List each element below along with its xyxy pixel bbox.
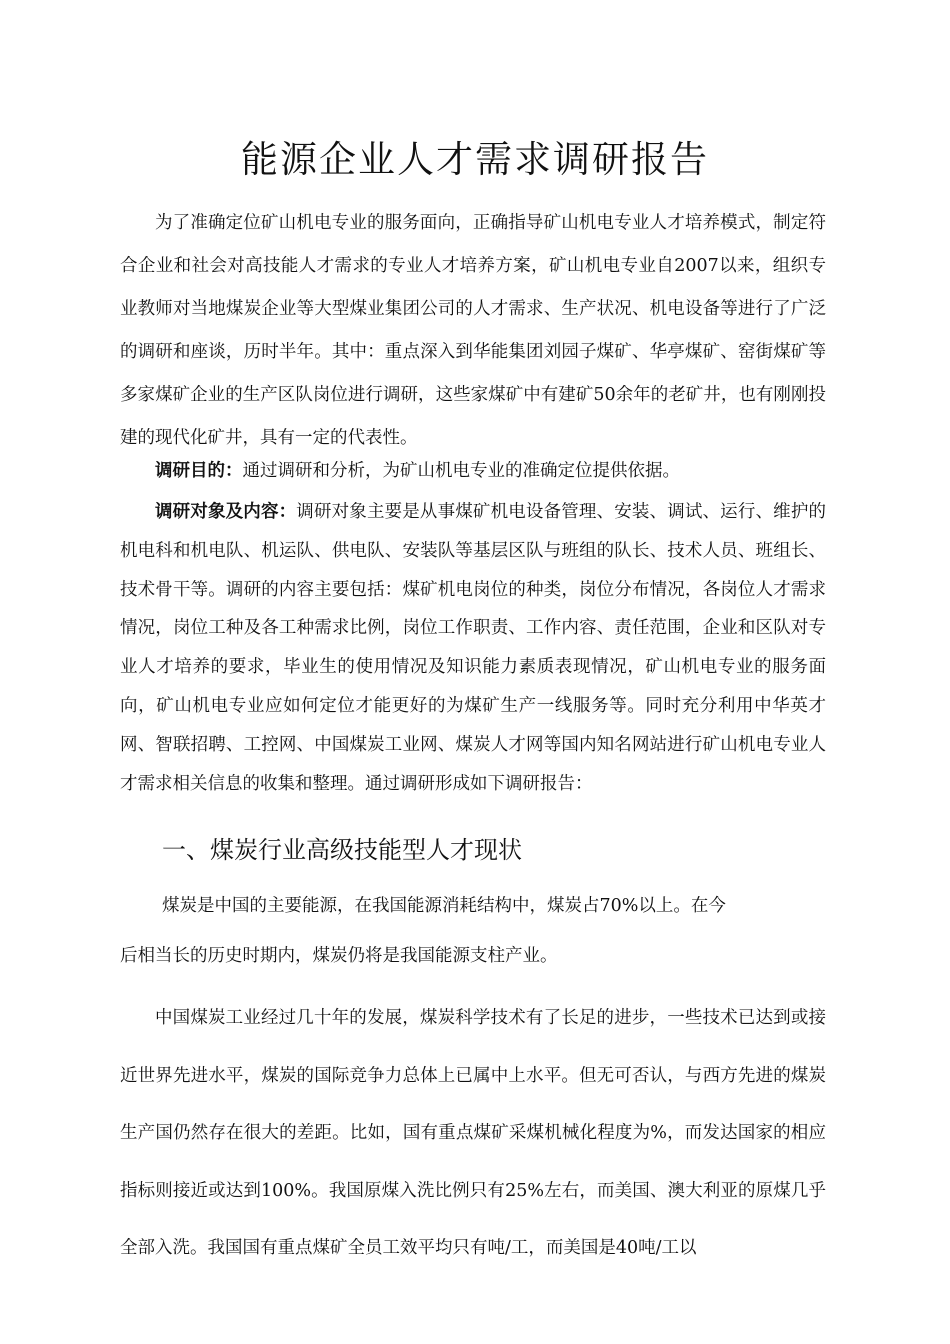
industry-paragraph: 中国煤炭工业经过几十年的发展，煤炭科学技术有了长足的进步，一些技术已达到或接近世界先进水平，煤炭的国际竞争力总体上已属中上水平。但无可否认，与西方先进的煤炭生产国仍然存在很大的差距。比如，国有重点煤矿采煤机械化程度为%，而发达国家的相应指标则接近或达到100%。我国原煤入洗比例只有25%左右，而美国、澳大利亚的原煤几乎全部入洗。我国国有重点煤矿全员工效平均只有吨/工，而美国是40吨/工以 <box>120 1008 826 1258</box>
objects-paragraph <box>120 493 826 803</box>
coal-paragraph-line-1: 煤炭是中国的主要能源，在我国能源消耗结构中，煤炭占70%以上。在今 <box>162 896 726 916</box>
coal-paragraph-line-2: 后相当长的历史时期内，煤炭仍将是我国能源支柱产业。 <box>120 946 558 966</box>
intro-paragraph: 为了准确定位矿山机电专业的服务面向，正确指导矿山机电专业人才培养模式，制定符合企业和社会对高技能人才需求的专业人才培养方案，矿山机电专业自2007以来，组织专业教师对当地煤炭企业等大型煤业集团公司的人才需求、生产状况、机电设备等进行了广泛的调研和座谈，历时半年。其中：重点深入到华能集团刘园子煤矿、华亭煤矿、窑街煤矿等多家煤矿企业的生产区队岗位进行调研，这些家煤矿中有建矿50余年的老矿井，也有刚刚投建的现代化矿井，具有一定的代表性。 <box>120 213 826 448</box>
objects-text: 调研对象主要是从事煤矿机电设备管理、安装、调试、运行、维护的机电科和机电队、机运队、供电队、安装队等基层区队与班组的队长、技术人员、班组长、技术骨干等。调研的内容主要包括：煤矿机电岗位的种类，岗位分布情况，各岗位人才需求情况，岗位工种及各工种需求比例，岗位工作职责、工作内容、责任范围，企业和区队对专业人才培养的要求，毕业生的使用情况及知识能力素质表现情况，矿山机电专业的服务面向，矿山机电专业应如何定位才能更好的为煤矿生产一线服务等。同时充分利用中华英才网、智联招聘、工控网、中国煤炭工业网、煤炭人才网等国内知名网站进行矿山机电专业人才需求相关信息的收集和整理。通过调研形成如下调研报告： <box>120 502 826 794</box>
page-title: 能源企业人才需求调研报告 <box>241 137 709 181</box>
section-heading: 一、煤炭行业高级技能型人才现状 <box>162 836 522 864</box>
objects-label: 调研对象及内容： <box>155 502 297 522</box>
purpose-label: 调研目的： <box>155 461 243 481</box>
purpose-paragraph <box>120 450 826 493</box>
purpose-text: 通过调研和分析，为矿山机电专业的准确定位提供依据。 <box>242 461 680 481</box>
